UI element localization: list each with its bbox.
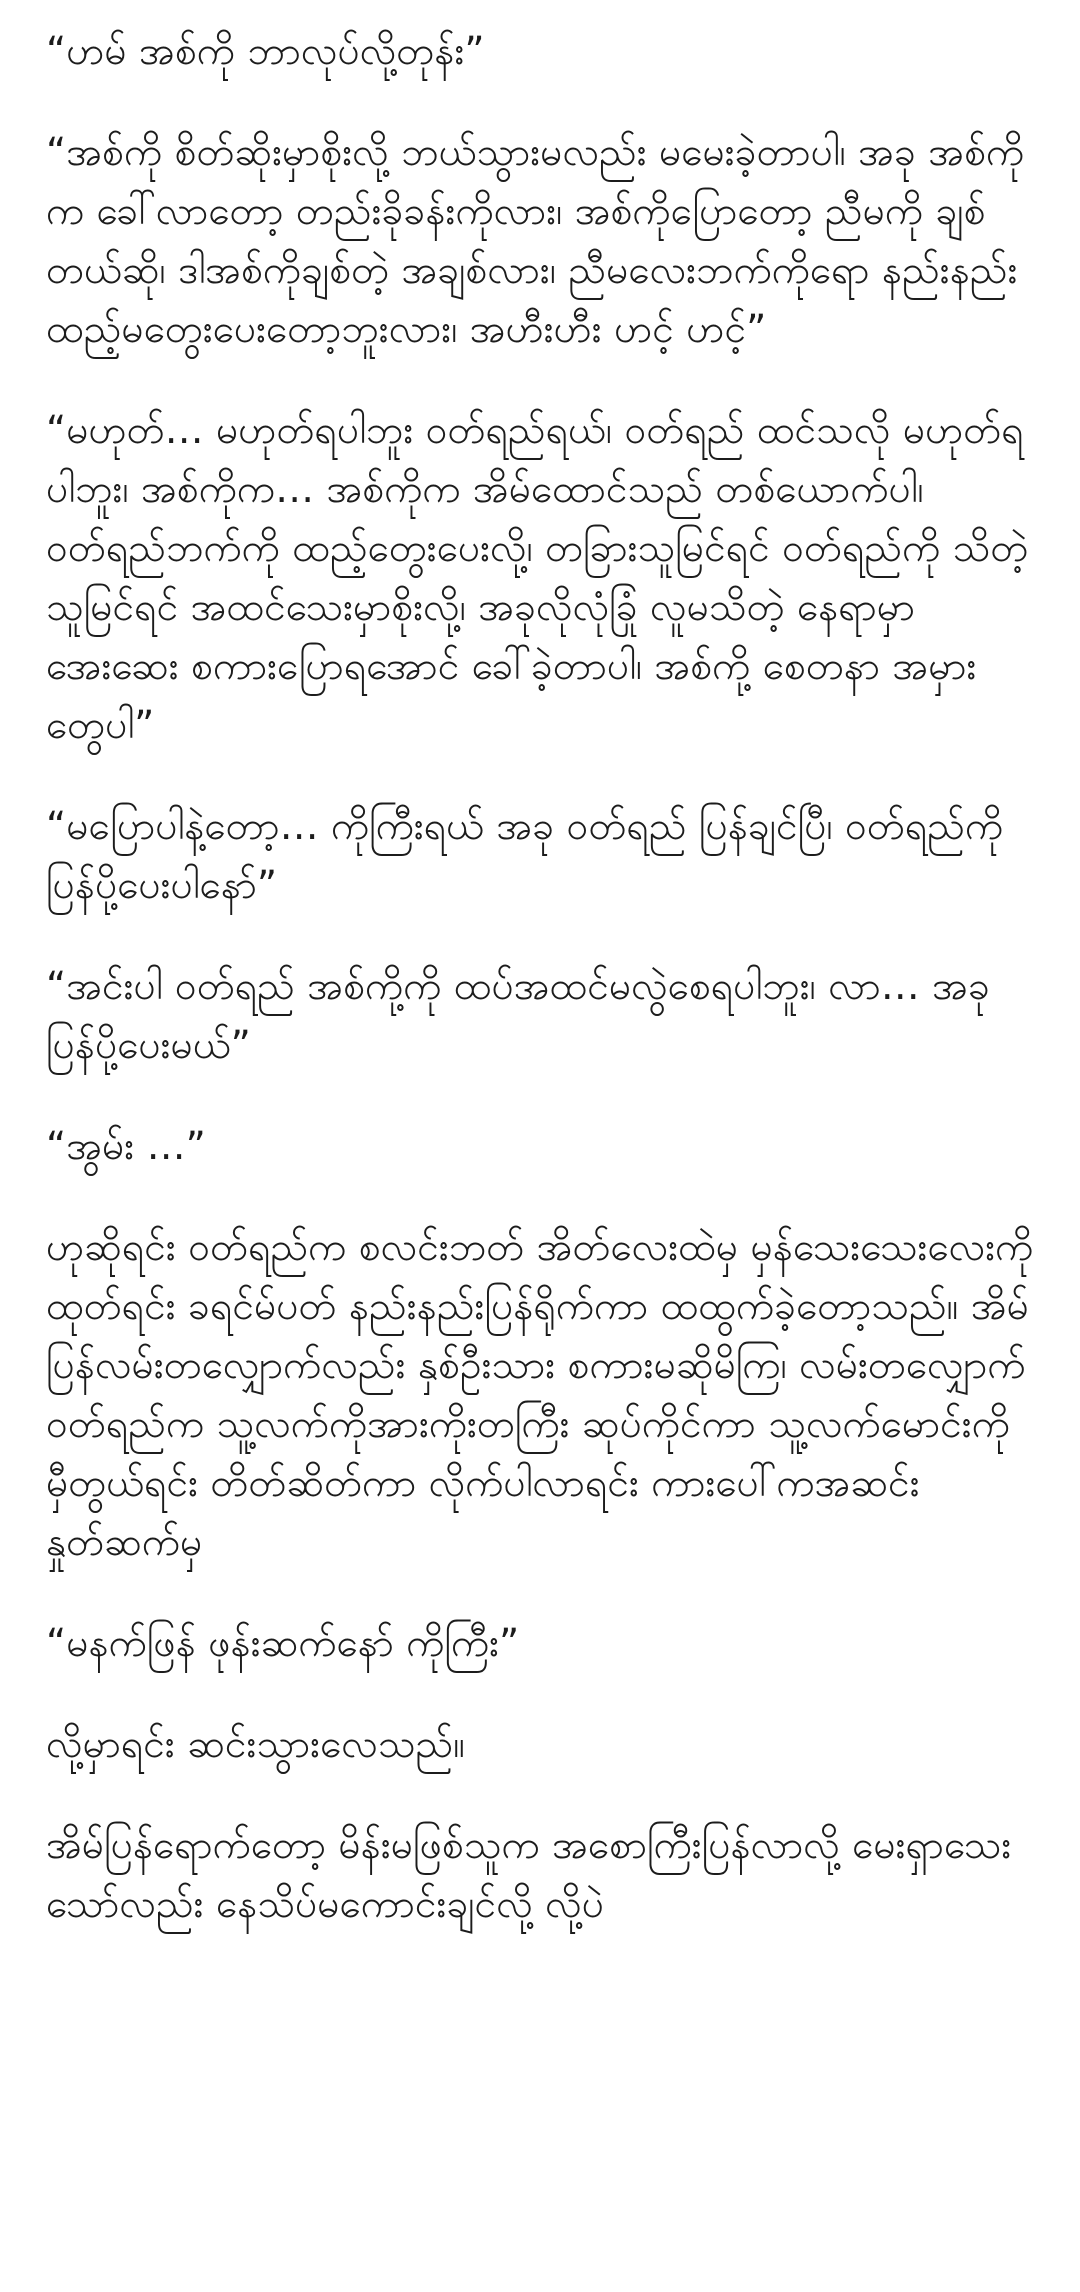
paragraph-10: အိမ်ပြန်ရောက်တော့ မိန်းမဖြစ်သူက အစောကြီးပြန်လာလို့ မေးရှာသေးသော်လည်း နေသိပ်မကောင်းချင်လို့ လို့ပဲ	[46, 1823, 1012, 1927]
paragraph-6: “အွမ်း …”	[46, 1124, 206, 1169]
paragraph-1: “ဟမ် အစ်ကို ဘာလုပ်လို့တုန်း”	[46, 29, 485, 74]
paragraph-7: ဟုဆိုရင်း ဝတ်ရည်က စလင်းဘတ် အိတ်လေးထဲမှ မှန်သေးသေးလေးကိုထုတ်ရင်း ခရင်မ်ပတ် နည်းနည်းပြန်ရိုက်ကာ ထထွက်ခဲ့တော့သည်။ အိမ်ပြန်လမ်းတလျှောက်လည်း နှစ်ဦးသား စကားမဆိုမိကြ၊ လမ်းတလျှောက် ဝတ်ရည်က သူ့လက်ကိုအားကိုးတကြီး ဆုပ်ကိုင်ကာ သူ့လက်မောင်းကို မှီတွယ်ရင်း တိတ်ဆိတ်ကာ လိုက်ပါလာရင်း ကားပေါ်ကအဆင်း နှုတ်ဆက်မှ	[46, 1225, 1034, 1565]
paragraph-3: “မဟုတ်… မဟုတ်ရပါဘူး ဝတ်ရည်ရယ်၊ ဝတ်ရည် ထင်သလို မဟုတ်ရပါဘူး၊ အစ်ကိုက… အစ်ကိုက အိမ်ထောင်သည် တစ်ယောက်ပါ၊ ဝတ်ရည်ဘက်ကို ထည့်တွေးပေးလို့၊ တခြားသူမြင်ရင် ဝတ်ရည်ကို သိတဲ့သူမြင်ရင် အထင်သေးမှာစိုးလို့၊ အခုလိုလုံခြုံ လူမသိတဲ့ နေရာမှာ အေးဆေး စကားပြောရအောင် ခေါ်ခဲ့တာပါ၊ အစ်ကို့ စေတနာ အမှားတွေပါ”	[46, 408, 1029, 748]
paragraph-5: “အင်းပါ ဝတ်ရည် အစ်ကို့ကို ထပ်အထင်မလွဲစေရပါဘူး၊ လာ… အခုပြန်ပို့ပေးမယ်”	[46, 964, 990, 1068]
paragraph-9: လို့မှာရင်း ဆင်းသွားလေသည်။	[46, 1722, 466, 1767]
paragraph-8: “မနက်ဖြန် ဖုန်းဆက်နော် ကိုကြီး”	[46, 1621, 520, 1666]
paragraph-2: “အစ်ကို စိတ်ဆိုးမှာစိုးလို့ ဘယ်သွားမလည်း မမေးခဲ့တာပါ၊ အခု အစ်ကိုက ခေါ်လာတော့ တည်းခိုခန်းကိုလား၊ အစ်ကိုပြောတော့ ညီမကို ချစ်တယ်ဆို၊ ဒါအစ်ကိုချစ်တဲ့ အချစ်လား၊ ညီမလေးဘက်ကိုရော နည်းနည်း ထည့်မတွေးပေးတော့ဘူးလား၊ အဟီးဟီး ဟင့် ဟင့်”	[46, 130, 1025, 352]
paragraph-4: “မပြောပါနဲ့တော့… ကိုကြီးရယ် အခု ဝတ်ရည် ပြန်ချင်ပြီ၊ ဝတ်ရည်ကို ပြန်ပို့ပေးပါနော်”	[46, 804, 1004, 908]
